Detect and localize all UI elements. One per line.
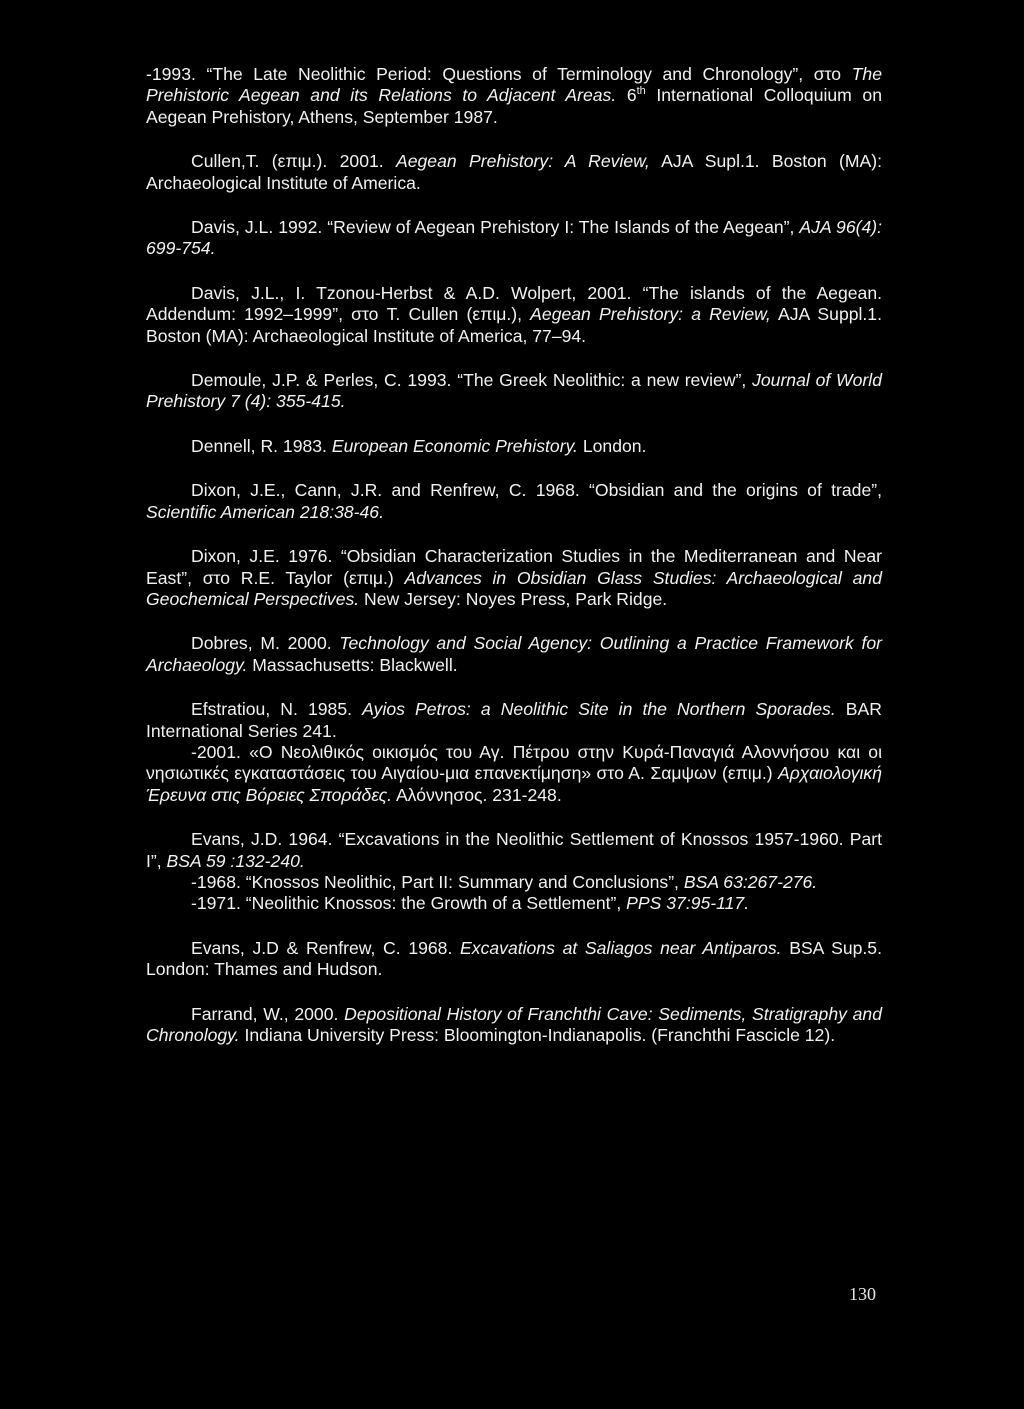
bib-entry-dixon-1976: Dixon, J.E. 1976. “Obsidian Characterization Studies in the Mediterranean and Near East”, στο R.E. Taylor (επιμ.) Advances in Obsidian Glass Studies: Archaeological and Geochemical Perspectives. New Jersey: Noyes Press, Park Ridge. [146, 546, 882, 609]
bib-entry-evans-1968: -1968. “Knossos Neolithic, Part II: Summary and Conclusions”, BSA 63:267-276. [191, 871, 818, 892]
bib-entry-dixon-1968: Dixon, J.E., Cann, J.R. and Renfrew, C. 1968. “Obsidian and the origins of trade”, Scientific American 218:38-46. [146, 480, 882, 522]
bib-entry-evans-1971: -1971. “Neolithic Knossos: the Growth of a Settlement”, PPS 37:95-117. [191, 893, 750, 914]
bib-entry-cullen-2001: Cullen,T. (επιμ.). 2001. Aegean Prehistory: A Review, AJA Supl.1. Boston (MA): Archaeological Institute of America. [146, 151, 882, 193]
page-number: 130 [849, 1284, 876, 1304]
bib-entry-demoule-1993: Demoule, J.P. & Perles, C. 1993. “The Greek Neolithic: a new review”, Journal of World Prehistory 7 (4): 355-415. [146, 370, 882, 412]
bib-entry-efstratiou-2001: -2001. «Ο Νεολιθικός οικισμός του Αγ. Πέτρου στην Κυρά-Παναγιά Αλοννήσου και οι νησιωτικές εγκαταστάσεις του Αιγαίου-μια επανεκτίμηση» στο Α. Σαμψων (επιμ.) Αρχαιολογική Έρευνα στις Βόρειες Σποράδες. Αλόννησος. 231-248. [146, 741, 882, 805]
bib-entry-davis-2001: Davis, J.L., I. Tzonou-Herbst & A.D. Wolpert, 2001. “The islands of the Aegean. Addendum: 1992–1999”, στο T. Cullen (επιμ.), Aegean Prehistory: a Review, AJA Suppl.1. Boston (MA): Archaeological Institute of America, 77–94. [146, 282, 882, 346]
bib-entry-davis-1992: Davis, J.L. 1992. “Review of Aegean Prehistory I: The Islands of the Aegean”, AJA 96(4): 699-754. [146, 217, 882, 259]
bib-entry-dobres-2000: Dobres, M. 2000. Technology and Social Agency: Outlining a Practice Framework for Archaeology. Massachusetts: Blackwell. [146, 633, 882, 675]
bib-entry-dennell-1983: Dennell, R. 1983. European Economic Prehistory. London. [191, 435, 647, 456]
bib-entry-efstratiou-1985: Efstratiou, N. 1985. Ayios Petros: a Neolithic Site in the Northern Sporades. BAR International Series 241. [146, 699, 882, 741]
bib-entry-late-neolithic-1993: -1993. “The Late Neolithic Period: Questions of Terminology and Chronology”, στο The Prehistoric Aegean and its Relations to Adjacent Areas. 6th International Colloquium on Aegean Prehistory, Athens, September 1987. [146, 64, 882, 127]
bib-entry-evans-1964: Evans, J.D. 1964. “Excavations in the Neolithic Settlement of Knossos 1957-1960. Part I”, BSA 59 :132-240. [146, 829, 882, 871]
bibliography-page [146, 64, 882, 1046]
bib-entry-evans-renfrew-1968: Evans, J.D & Renfrew, C. 1968. Excavations at Saliagos near Antiparos. BSA Sup.5. London: Thames and Hudson. [146, 937, 882, 980]
bib-entry-farrand-2000: Farrand, W., 2000. Depositional History of Franchthi Cave: Sediments, Stratigraphy and Chronology. Indiana University Press: Bloomington-Indianapolis. (Franchthi Fascicle 12). [146, 1003, 882, 1045]
